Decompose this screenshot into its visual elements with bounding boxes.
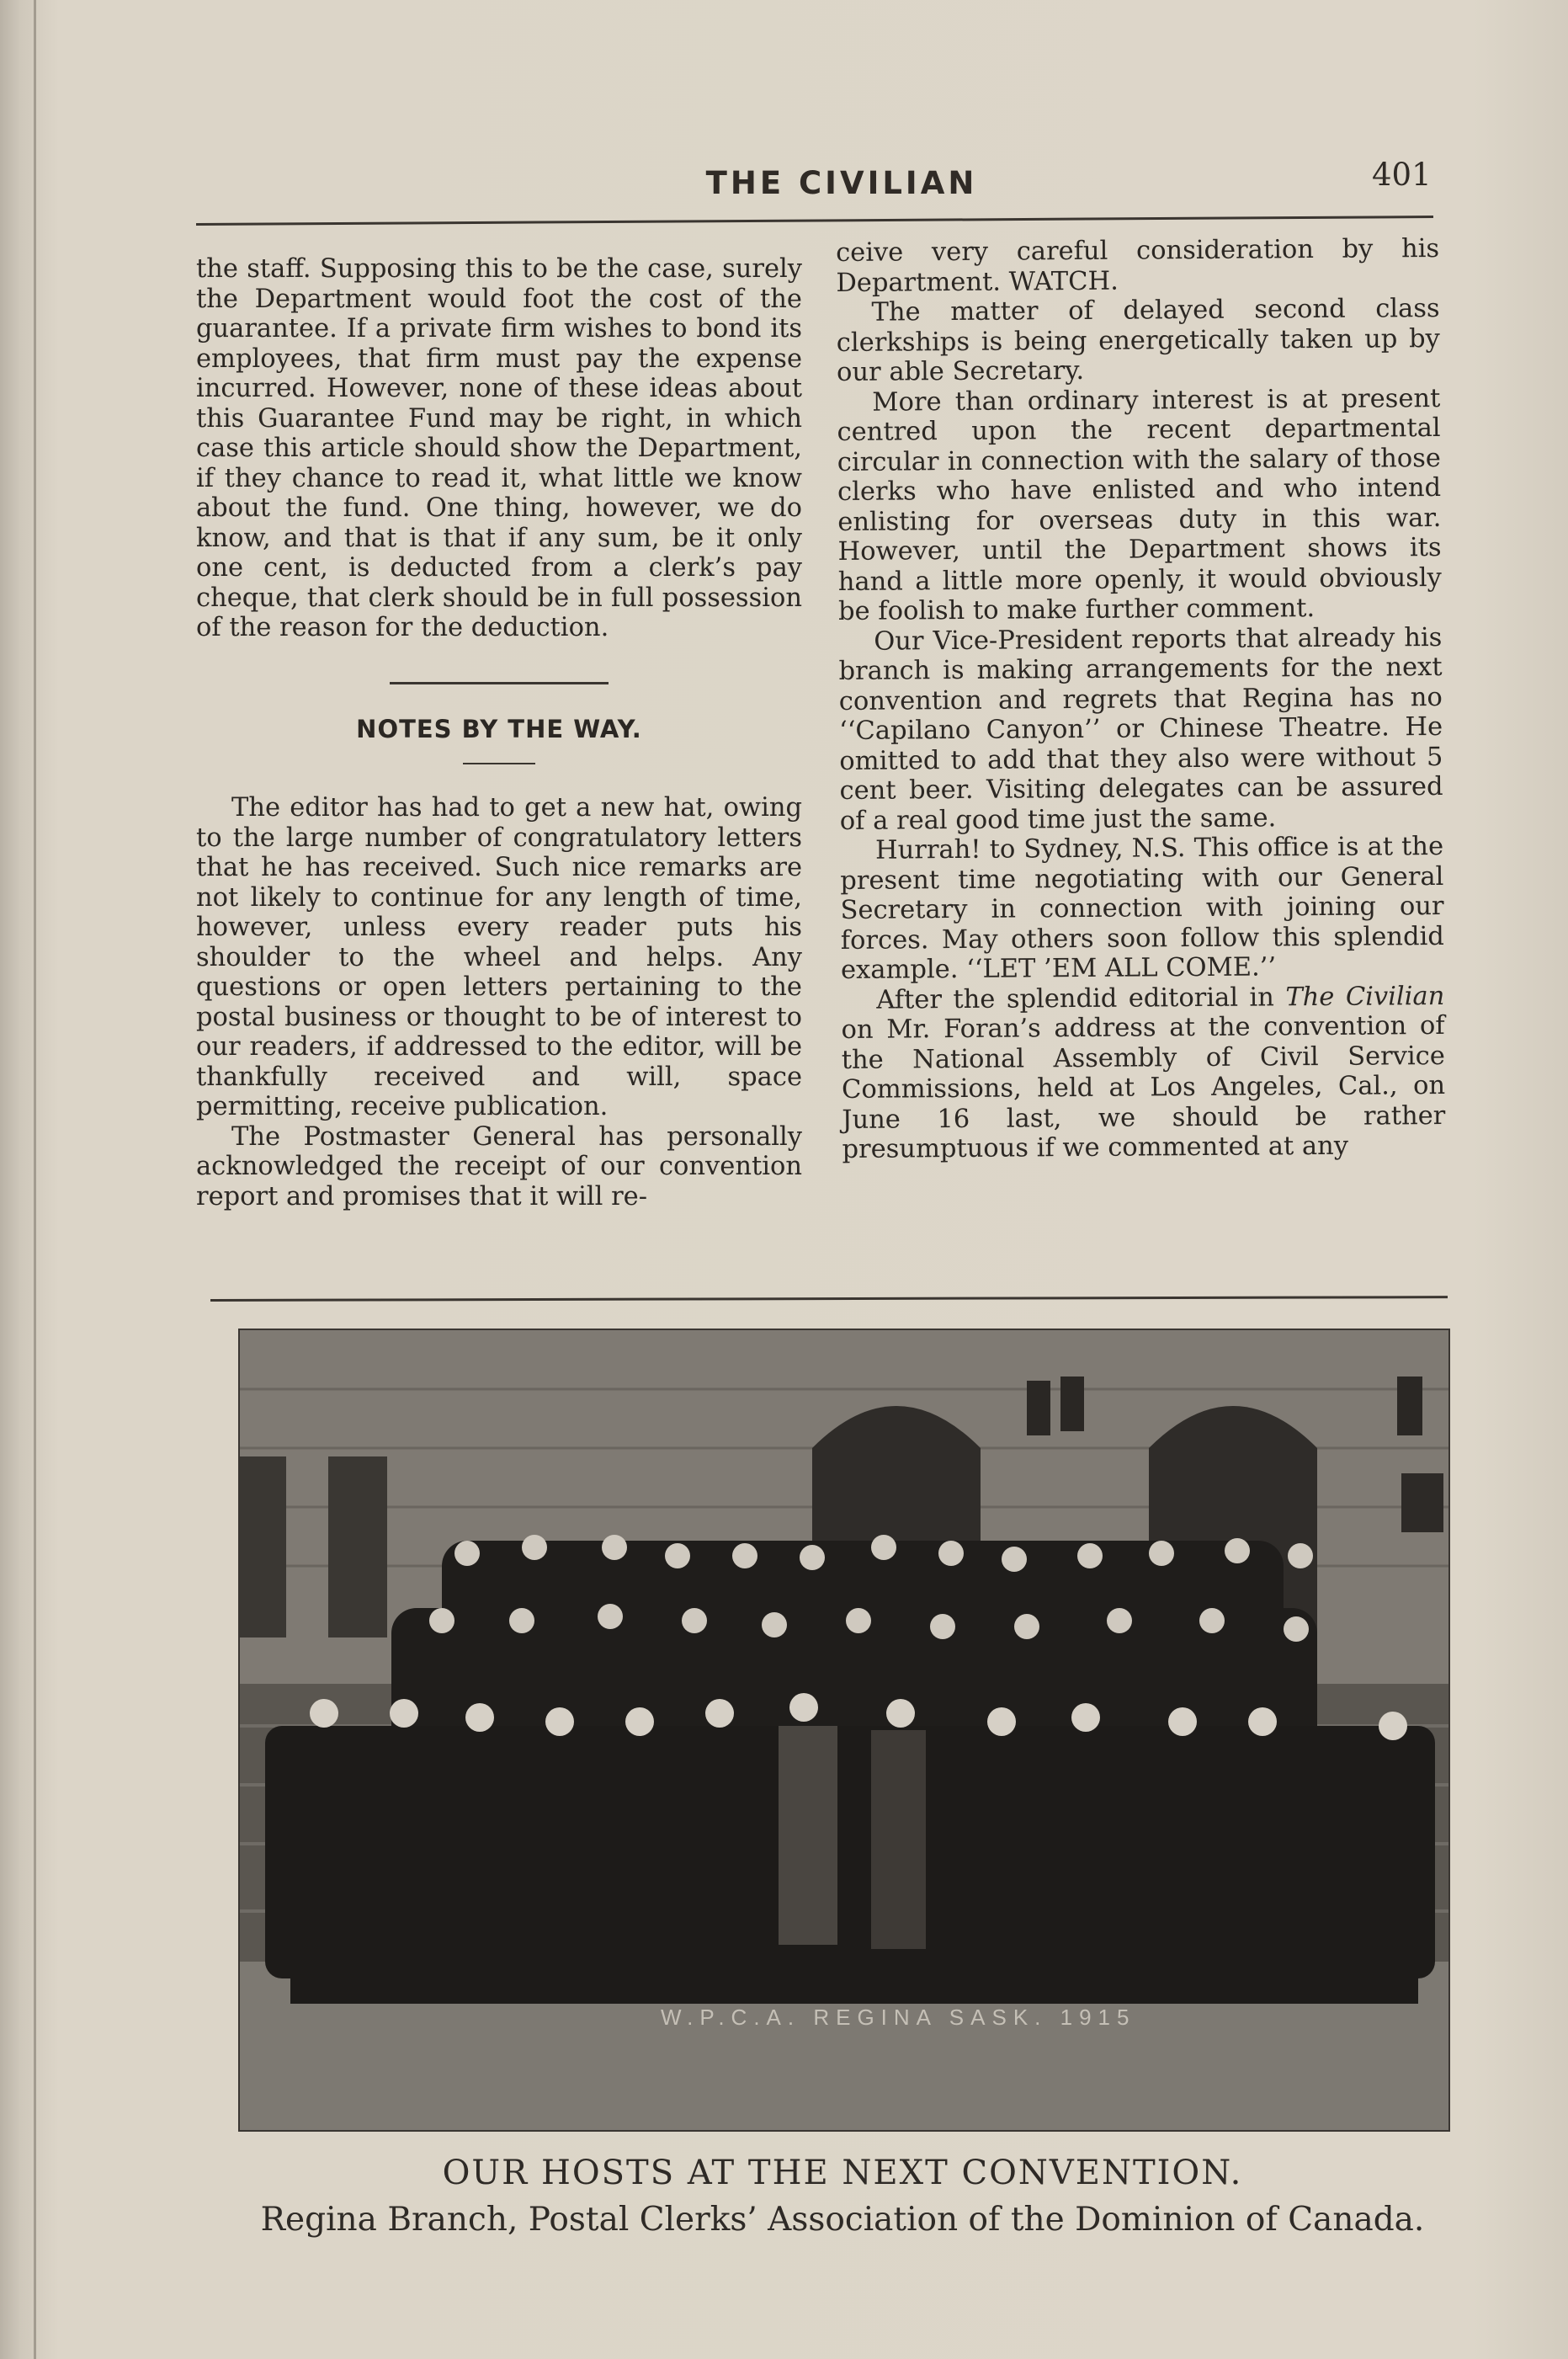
heading-divider <box>463 763 535 764</box>
photo-illustration <box>240 1330 1448 2130</box>
photo-caption-title: OUR HOSTS AT THE NEXT CONVENTION. <box>442 2154 1243 2192</box>
group-photograph <box>238 1329 1450 2132</box>
right-column <box>836 234 1446 1164</box>
section-divider <box>390 682 609 684</box>
header-rule <box>196 216 1433 226</box>
binding-gutter <box>34 0 36 2359</box>
photo-caption-subtitle: Regina Branch, Postal Clerks’ Association of the Dominion of Canada. <box>260 2201 1425 2239</box>
left-column <box>196 254 802 1211</box>
photo-rule <box>210 1296 1448 1302</box>
body-paragraph: The editor has had to get a new hat, owing to the large number of congratulatory letters that he has received. Such nice remarks are not likely to continue for any length of time, however, unless every reader puts his shoulder to the wheel and helps. Any questions or open letters pertaining to the postal business or thought to be of interest to our readers, if addressed to the editor, will be thankfully received and will, space permitting, receive publication. <box>196 793 802 1121</box>
photo-inscription: W.P.C.A. REGINA SASK. 1915 <box>661 2005 1136 2030</box>
body-paragraph: ceive very careful consideration by his Department. WATCH. <box>836 233 1440 298</box>
section-heading: NOTES BY THE WAY. <box>356 714 642 743</box>
text-run: on Mr. Foran’s address at the convention of the National Assembly of Civil Service Commissions, held at Los Angeles, Cal., on June 16 last, we should be rather presumptuous if we commented at any <box>841 1010 1446 1164</box>
body-paragraph: Our Vice-President reports that already his branch is making arrangements for the next convention and regrets that Regina has no ‘‘Capilano Canyon’’ or Chinese Theatre. He omitted to add that they also were without 5 cent beer. Visiting delegates can be assured of a real good time just the same. <box>838 622 1443 836</box>
running-title: THE CIVILIAN <box>705 165 978 201</box>
page-number: 401 <box>1372 157 1432 193</box>
body-paragraph <box>841 981 1445 1164</box>
body-paragraph: More than ordinary interest is at present centred upon the recent departmental circular in connection with the salary of those clerks who have enlisted and who intend enlisting for overseas duty in this war. However, until the Department shows its hand a little more openly, it would obviously be foolish to make further comment. <box>837 383 1442 626</box>
publication-title: The Civilian <box>1285 981 1445 1012</box>
body-paragraph: The matter of delayed second class clerkships is being energetically taken up by our able Secretary. <box>836 293 1440 387</box>
body-paragraph: Hurrah! to Sydney, N.S. This office is at the present time negotiating with our General Secretary in connection with joining our forces. May others soon follow this splendid example. ‘‘LET ’EM ALL COME.’’ <box>840 831 1444 985</box>
body-paragraph: The Postmaster General has personally acknowledged the receipt of our convention report and promises that it will re- <box>196 1121 802 1211</box>
text-run: After the splendid editorial in <box>876 982 1286 1015</box>
body-paragraph: the staff. Supposing this to be the case, surely the Department would foot the cost of the guarantee. If a private firm wishes to bond its employees, that firm must pay the expense incurred. However, none of these ideas about this Guarantee Fund may be right, in which case this article should show the Department, if they chance to read it, what little we know about the fund. One thing, however, we do know, and that is that if any sum, be it only one cent, is deducted from a clerk’s pay cheque, that clerk should be in full possession of the reason for the deduction. <box>196 254 802 642</box>
